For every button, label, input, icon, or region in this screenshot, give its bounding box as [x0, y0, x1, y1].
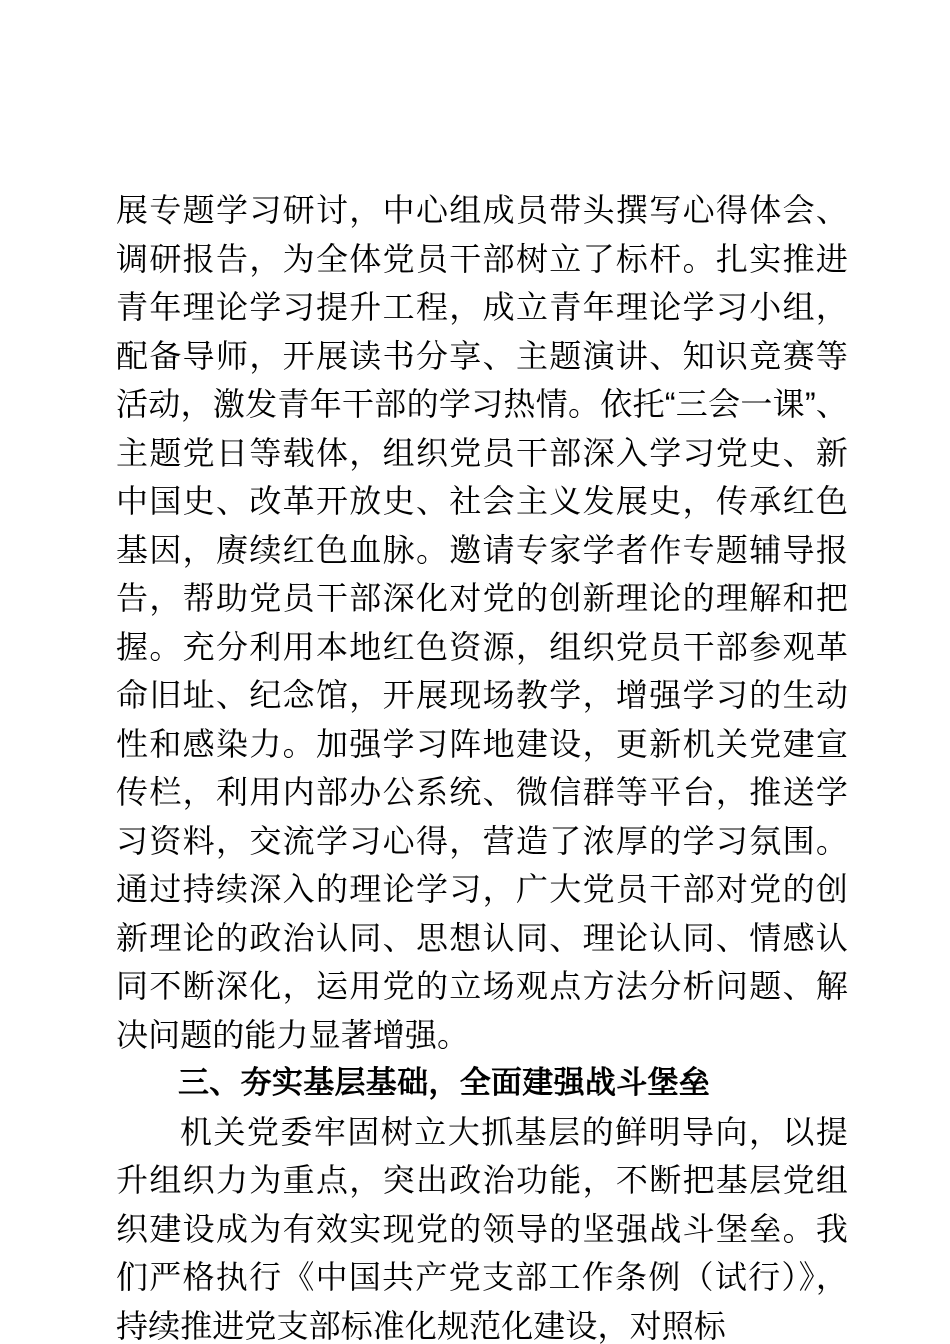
body-paragraph-continued: 展专题学习研讨，中心组成员带头撰写心得体会、调研报告，为全体党员干部树立了标杆。扎实推进青年理论学习提升工程，成立青年理论学习小组，配备导师，开展读书分享、主题演讲、知识竞赛等活动，激发青年干部的学习热情。依托“三会一课”、主题党日等载体，组织党员干部深入学习党史、新中国史、改革开放史、社会主义发展史，传承红色基因，赓续红色血脉。邀请专家学者作专题辅导报告，帮助党员干部深化对党的创新理论的理解和把握。充分利用本地红色资源，组织党员干部参观革命旧址、纪念馆，开展现场教学，增强学习的生动性和感染力。加强学习阵地建设，更新机关党建宣传栏，利用内部办公系统、微信群等平台，推送学习资料，交流学习心得，营造了浓厚的学习氛围。通过持续深入的理论学习，广大党员干部对党的创新理论的政治认同、思想认同、理论认同、情感认同不断深化，运用党的立场观点方法分析问题、解决问题的能力显著增强。	[116, 192, 848, 1053]
body-paragraph-section-three: 机关党委牢固树立大抓基层的鲜明导向，以提升组织力为重点，突出政治功能，不断把基层党组织建设成为有效实现党的领导的坚强战斗堡垒。我们严格执行《中国共产党支部工作条例（试行）》，持续推进党支部标准化规范化建设，对照标	[116, 1113, 848, 1344]
section-heading-three: 三、夯实基层基础，全面建强战斗堡垒	[178, 1065, 711, 1100]
document-content-area	[116, 186, 848, 1344]
